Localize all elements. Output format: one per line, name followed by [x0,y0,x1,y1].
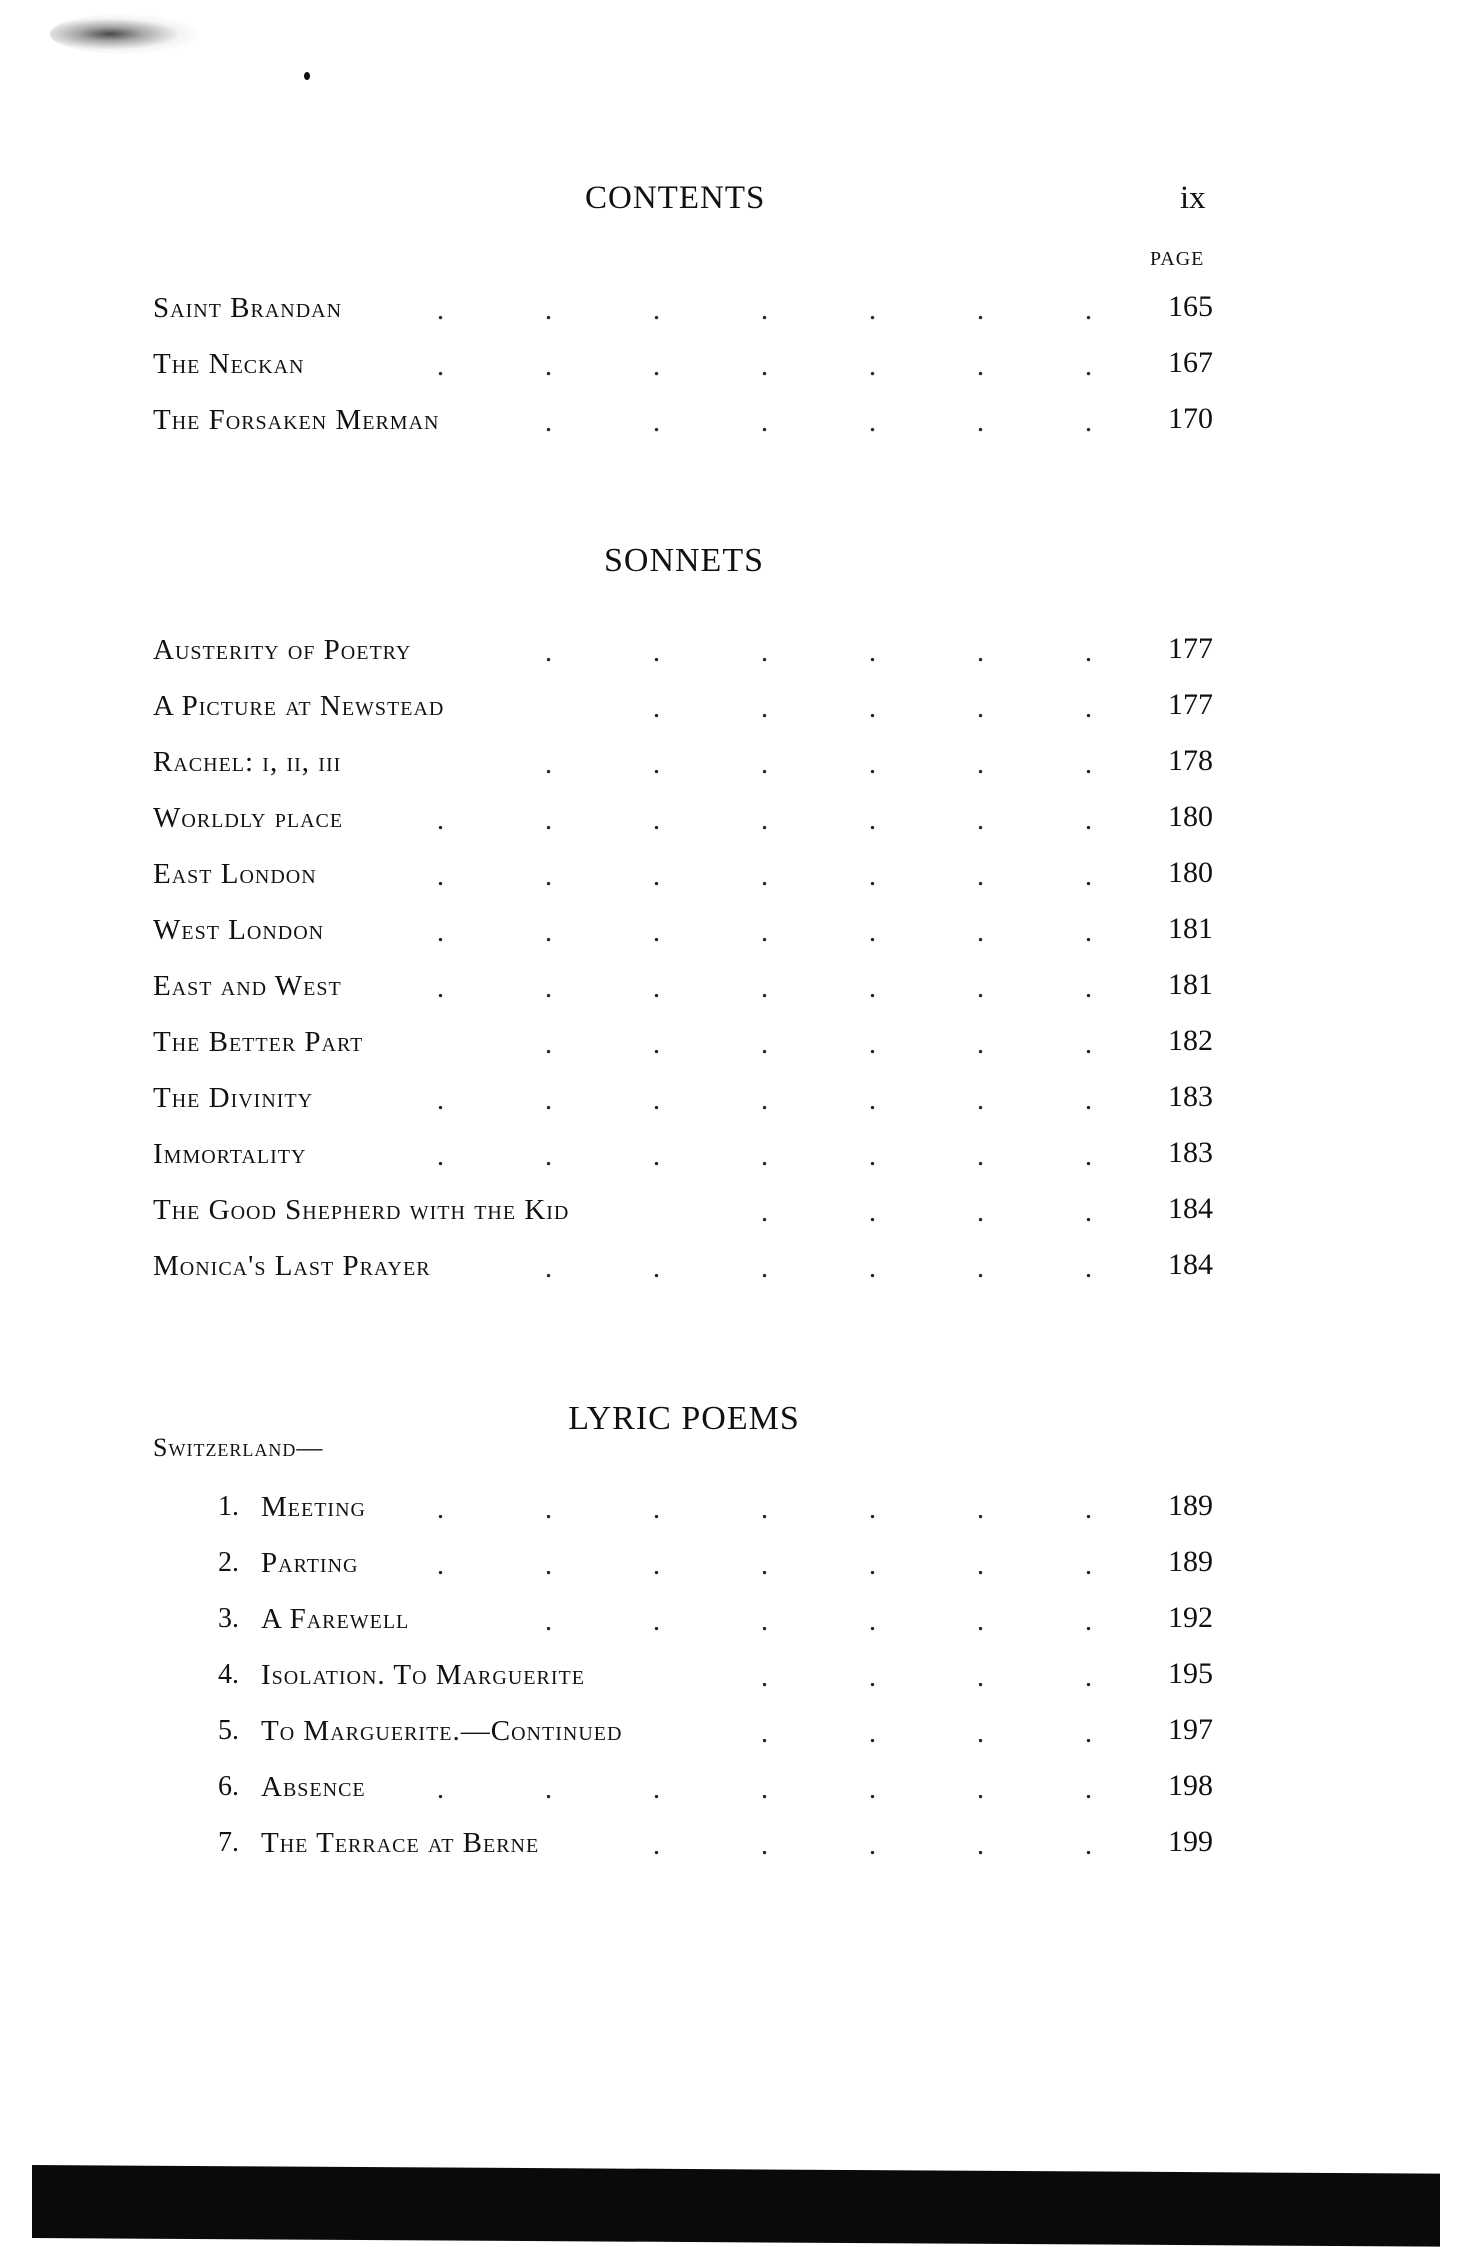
entry-title: Meeting [261,1491,366,1523]
leader-dots: . . . . . [652,692,1094,724]
entry-number: 3. [218,1603,239,1634]
entry-title: East London [153,858,317,890]
toc-entry[interactable] [153,288,1213,344]
toc-entry[interactable] [153,1655,1213,1711]
entry-title: A Farewell [261,1603,410,1635]
section-heading-lyric-poems: LYRIC POEMS [568,1400,800,1437]
leader-dots: . . . . . . . [436,804,1094,836]
entry-title: The Terrace at Berne [261,1827,540,1859]
entry-title: Isolation. To Marguerite [261,1659,585,1691]
leader-dots: . . . . . . . [436,860,1094,892]
entry-page: 178 [1168,744,1213,777]
entry-title: To Marguerite.—Continued [261,1715,623,1747]
entry-page: 177 [1168,688,1213,721]
toc-entry[interactable] [153,630,1213,686]
toc-entry[interactable] [153,344,1213,400]
entry-page: 184 [1168,1248,1213,1281]
toc-entry[interactable] [153,1134,1213,1190]
entry-title: West London [153,914,325,946]
leader-dots: . . . . . . . [436,350,1094,382]
toc-entry[interactable] [153,686,1213,742]
leader-dots: . . . . . . [544,748,1094,780]
entry-page: 195 [1168,1657,1213,1690]
scan-edge-shadow [32,2165,1440,2247]
toc-entry[interactable] [153,1823,1213,1879]
toc-entry[interactable] [153,400,1213,456]
entry-page: 180 [1168,856,1213,889]
entry-title: Rachel: i, ii, iii [153,746,342,778]
entry-title: Absence [261,1771,366,1803]
entry-number: 7. [218,1827,239,1858]
toc-entry[interactable] [153,1599,1213,1655]
entry-page: 183 [1168,1136,1213,1169]
leader-dots: . . . . . . [544,636,1094,668]
toc-entry[interactable] [153,1190,1213,1246]
toc-entry[interactable] [153,1246,1213,1302]
leader-dots: . . . . . . . [436,916,1094,948]
running-head [0,180,1472,240]
leader-dots: . . . . [760,1196,1094,1228]
entry-title: Parting [261,1547,359,1579]
leader-dots: . . . . [760,1661,1094,1693]
toc-entry[interactable] [153,1767,1213,1823]
toc-list-sonnets [153,630,1213,1302]
entry-page: 197 [1168,1713,1213,1746]
entry-page: 199 [1168,1825,1213,1858]
leader-dots: . . . . . . . [436,1493,1094,1525]
leader-dots: . . . . . . [544,1252,1094,1284]
toc-entry[interactable] [153,910,1213,966]
toc-entry[interactable] [153,1022,1213,1078]
entry-number: 5. [218,1715,239,1746]
entry-page: 184 [1168,1192,1213,1225]
entry-title: The Forsaken Merman [153,404,440,436]
ink-smudge [50,14,200,54]
entry-title: Immortality [153,1138,307,1170]
leader-dots: . . . . . . [544,1605,1094,1637]
leader-dots: . . . . . [652,1829,1094,1861]
entry-page: 189 [1168,1489,1213,1522]
entry-title: A Picture at Newstead [153,690,445,722]
entry-title: Worldly place [153,802,344,834]
subsection-heading: Switzerland— [153,1433,324,1462]
leader-dots: . . . . . . . [436,972,1094,1004]
toc-entry[interactable] [153,1487,1213,1543]
entry-title: The Neckan [153,348,305,380]
entry-page: 183 [1168,1080,1213,1113]
page-column-label: PAGE [1150,248,1205,270]
entry-title: Monica's Last Prayer [153,1250,431,1282]
folio-number: ix [1180,180,1206,216]
toc-entry[interactable] [153,1078,1213,1134]
entry-number: 1. [218,1491,239,1522]
entry-number: 2. [218,1547,239,1578]
entry-number: 4. [218,1659,239,1690]
toc-entry[interactable] [153,1543,1213,1599]
leader-dots: . . . . . . . [436,1549,1094,1581]
entry-page: 189 [1168,1545,1213,1578]
page-title: CONTENTS [585,180,766,216]
entry-page: 170 [1168,402,1213,435]
entry-title: The Divinity [153,1082,314,1114]
entry-page: 165 [1168,290,1213,323]
entry-title: Saint Brandan [153,292,343,324]
leader-dots: . . . . . . . [436,1084,1094,1116]
leader-dots: . . . . . . . [436,1140,1094,1172]
entry-title: The Good Shepherd with the Kid [153,1194,570,1226]
leader-dots: . . . . . . . [436,294,1094,326]
entry-page: 181 [1168,912,1213,945]
toc-list-lyric [153,1487,1213,1879]
entry-title: Austerity of Poetry [153,634,412,666]
toc-entry[interactable] [153,1711,1213,1767]
entry-page: 192 [1168,1601,1213,1634]
toc-entry[interactable] [153,854,1213,910]
entry-page: 181 [1168,968,1213,1001]
toc-entry[interactable] [153,742,1213,798]
entry-page: 167 [1168,346,1213,379]
toc-list-narrative [153,288,1213,456]
entry-title: East and West [153,970,342,1002]
entry-number: 6. [218,1771,239,1802]
section-heading-sonnets: SONNETS [603,542,765,579]
entry-page: 180 [1168,800,1213,833]
entry-page: 177 [1168,632,1213,665]
toc-entry[interactable] [153,798,1213,854]
entry-page: 182 [1168,1024,1213,1057]
entry-page: 198 [1168,1769,1213,1802]
entry-title: The Better Part [153,1026,364,1058]
toc-entry[interactable] [153,966,1213,1022]
leader-dots: . . . . . . [544,406,1094,438]
ink-speck [304,72,310,80]
leader-dots: . . . . [760,1717,1094,1749]
leader-dots: . . . . . . [544,1028,1094,1060]
leader-dots: . . . . . . . [436,1773,1094,1805]
